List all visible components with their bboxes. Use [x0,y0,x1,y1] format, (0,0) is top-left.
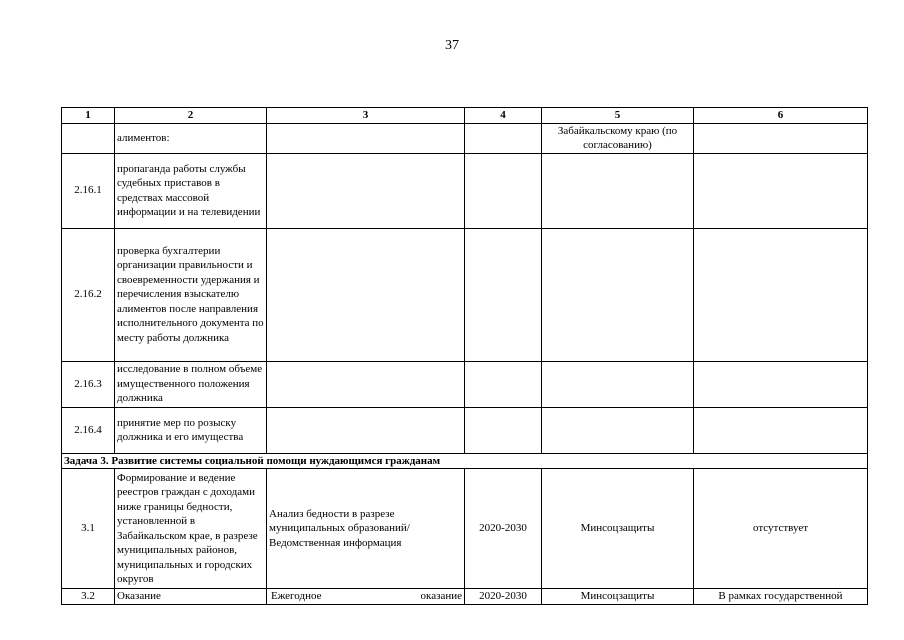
header-row [62,108,868,124]
measure-text: алиментов: [115,123,267,153]
period-cell: 2020-2030 [465,469,542,589]
indicator-cell [267,589,465,605]
measure-text: пропаганда работы службы судебных приставов в средствах массовой информации и на телевидении [115,153,267,228]
row-number: 2.16.1 [62,153,115,228]
measures-table [61,107,868,605]
table-row [62,469,868,589]
period-cell [465,228,542,361]
row-number: 3.1 [62,469,115,589]
indicator-cell [267,407,465,453]
funding-cell: В рамках государственной [694,589,868,605]
period-cell [465,153,542,228]
table-row [62,123,868,153]
row-number: 2.16.2 [62,228,115,361]
executor-cell: Минсоцзащиты [542,589,694,605]
indicator-cell [267,153,465,228]
task-heading: Задача 3. Развитие системы социальной помощи нуждающимся гражданам [62,453,868,469]
executor-cell [542,407,694,453]
table-row [62,361,868,407]
measure-text: принятие мер по розыску должника и его имущества [115,407,267,453]
task-heading-row [62,453,868,469]
executor-cell: Забайкальскому краю (по согласованию) [542,123,694,153]
row-number: 3.2 [62,589,115,605]
funding-cell [694,407,868,453]
executor-cell [542,361,694,407]
table-row [62,228,868,361]
page-number: 37 [445,38,459,53]
executor-cell: Минсоцзащиты [542,469,694,589]
funding-cell [694,361,868,407]
table-row [62,407,868,453]
executor-cell [542,153,694,228]
header-col-5: 5 [542,108,694,124]
indicator-cell [267,361,465,407]
indicator-cell [267,123,465,153]
period-cell [465,361,542,407]
period-cell [465,123,542,153]
period-cell: 2020-2030 [465,589,542,605]
header-col-3: 3 [267,108,465,124]
measure-text: Формирование и ведение реестров граждан с доходами ниже границы бедности, установленной в Забайкальском крае, в разрезе муниципальных районов, муниципальных и городских округов [115,469,267,589]
table-row [62,589,868,605]
indicator-word-1: Ежегодное [271,590,322,602]
funding-cell [694,228,868,361]
row-number: 2.16.4 [62,407,115,453]
measure-text: проверка бухгалтерии организации правильности и своевременности удержания и перечисления взыскателю алиментов после направления исполнительного документа по месту работы должника [115,228,267,361]
row-number: 2.16.3 [62,361,115,407]
executor-cell [542,228,694,361]
period-cell [465,407,542,453]
indicator-cell: Анализ бедности в разрезе муниципальных образований/Ведомственная информация [267,469,465,589]
table-row [62,153,868,228]
indicator-cell [267,228,465,361]
row-number [62,123,115,153]
header-col-1: 1 [62,108,115,124]
funding-cell [694,123,868,153]
header-col-4: 4 [465,108,542,124]
header-col-2: 2 [115,108,267,124]
indicator-word-2: оказание [420,590,462,602]
header-col-6: 6 [694,108,868,124]
funding-cell [694,153,868,228]
measure-text: Оказание [115,589,267,605]
funding-cell: отсутствует [694,469,868,589]
measure-text: исследование в полном объеме имущественного положения должника [115,361,267,407]
